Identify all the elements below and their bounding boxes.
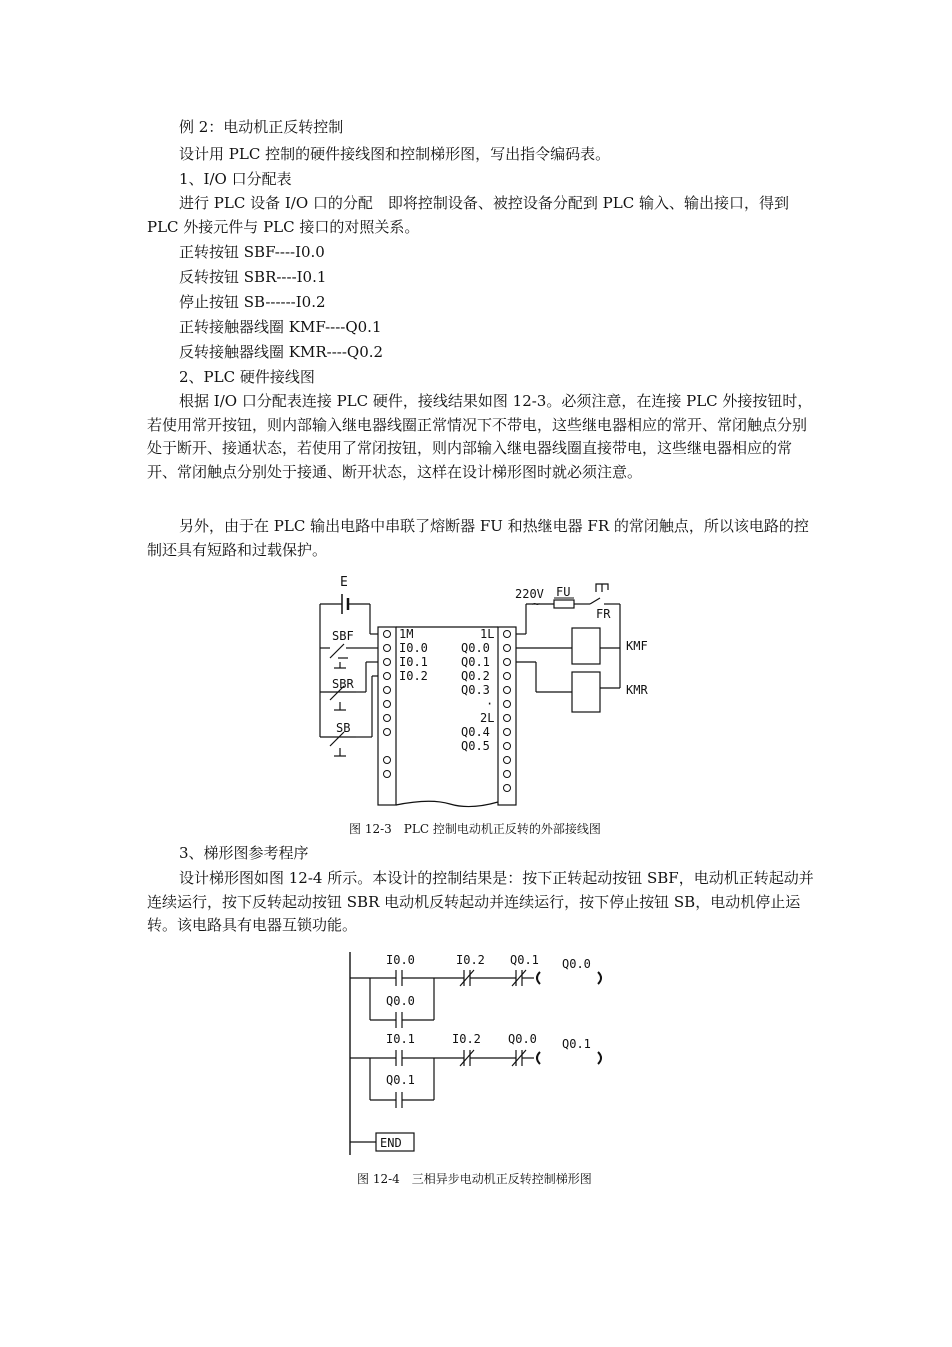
terminal-screws-right <box>504 631 511 792</box>
caption-fig-12-3: 图 12-3 PLC 控制电动机正反转的外部接线图 <box>349 822 601 836</box>
term-q04: Q0.4 <box>461 725 490 739</box>
io-line-sbf: 正转按钮 SBF----I0.0 <box>179 243 325 261</box>
io-line-sb: 停止按钮 SB------I0.2 <box>179 293 326 311</box>
ladder-r2-c1: I0.1 <box>386 1032 415 1046</box>
ladder-r1-c2: I0.2 <box>456 953 485 967</box>
term-1m: 1M <box>399 627 414 641</box>
ladder-r1-coil-label: Q0.0 <box>562 957 591 971</box>
ladder-r2-c3: Q0.0 <box>508 1032 537 1046</box>
label-kmf: KMF <box>626 639 648 653</box>
io-line-sbr: 反转按钮 SBR----I0.1 <box>179 268 327 286</box>
term-1l: 1L <box>480 627 495 641</box>
term-2l: 2L <box>480 711 495 725</box>
paragraph-wiring-note: 根据 I/O 口分配表连接 PLC 硬件，接线结果如图 12-3。必须注意，在连接 PLC 外接按钮时，若使用常开按钮，则内部输入继电器线圈正常情况下不带电，这些继电器相应的常开、常闭触点分别处于断开、接通状态，若使用了常闭按钮，则内部输入继电器线圈直接带电，这些继电器相应的常开、常闭触点分别处于接通、断开状态，这样在设计梯形图时就必须注意。 <box>147 392 813 481</box>
example-title: 例 2：电动机正反转控制 <box>179 118 344 136</box>
ladder-r1-parallel: Q0.0 <box>386 994 415 1008</box>
term-q00: Q0.0 <box>461 641 490 655</box>
ladder-r2-c2: I0.2 <box>452 1032 481 1046</box>
ladder-diagram <box>340 950 630 1160</box>
label-sbr: SBR <box>332 677 354 691</box>
label-fu: FU <box>556 585 571 599</box>
label-220v: 220V <box>515 587 544 601</box>
section-2-heading: 2、PLC 硬件接线图 <box>179 368 315 386</box>
ladder-r2-coil-label: Q0.1 <box>562 1037 591 1051</box>
task-line: 设计用 PLC 控制的硬件接线图和控制梯形图，写出指令编码表。 <box>179 145 611 163</box>
paragraph-io-assignment: 进行 PLC 设备 I/O 口的分配 即将控制设备、被控设备分配到 PLC 输入、输出接口，得到 PLC 外接元件与 PLC 接口的对照关系。 <box>147 194 789 236</box>
terminal-screws-left <box>384 631 391 778</box>
term-i00: I0.0 <box>399 641 428 655</box>
term-q01: Q0.1 <box>461 655 490 669</box>
paragraph-protection: 另外，由于在 PLC 输出电路中串联了熔断器 FU 和热继电器 FR 的常闭触点，所以该电路的控制还具有短路和过载保护。 <box>147 517 809 559</box>
term-i01: I0.1 <box>399 655 428 669</box>
section-1-heading: 1、I/O 口分配表 <box>179 170 292 188</box>
caption-fig-12-4: 图 12-4 三相异步电动机正反转控制梯形图 <box>357 1172 592 1186</box>
term-q05: Q0.5 <box>461 739 490 753</box>
term-i02: I0.2 <box>399 669 428 683</box>
term-q02: Q0.2 <box>461 669 490 683</box>
io-line-kmf: 正转接触器线圈 KMF----Q0.1 <box>179 318 382 336</box>
term-dot: · <box>486 697 494 711</box>
wiring-diagram <box>300 572 648 812</box>
ladder-r1-c3: Q0.1 <box>510 953 539 967</box>
term-q03: Q0.3 <box>461 683 490 697</box>
label-ac: ~ <box>532 597 540 612</box>
section-3-heading: 3、梯形图参考程序 <box>179 844 309 862</box>
label-sbf: SBF <box>332 629 354 643</box>
ladder-r1-c1: I0.0 <box>386 953 415 967</box>
ladder-r2-parallel: Q0.1 <box>386 1073 415 1087</box>
label-fr: FR <box>596 607 611 621</box>
label-sb: SB <box>336 721 351 735</box>
ladder-end: END <box>380 1136 402 1150</box>
label-e: E <box>340 575 348 590</box>
io-line-kmr: 反转接触器线圈 KMR----Q0.2 <box>179 343 384 361</box>
label-kmr: KMR <box>626 683 648 697</box>
paragraph-ladder-desc: 设计梯形图如图 12-4 所示。本设计的控制结果是：按下正转起动按钮 SBF，电动机正转起动并连续运行，按下反转起动按钮 SBR 电动机反转起动并连续运行，按下停止按钮 SB，电动机停止运转。该电路具有电器互锁功能。 <box>147 869 814 934</box>
